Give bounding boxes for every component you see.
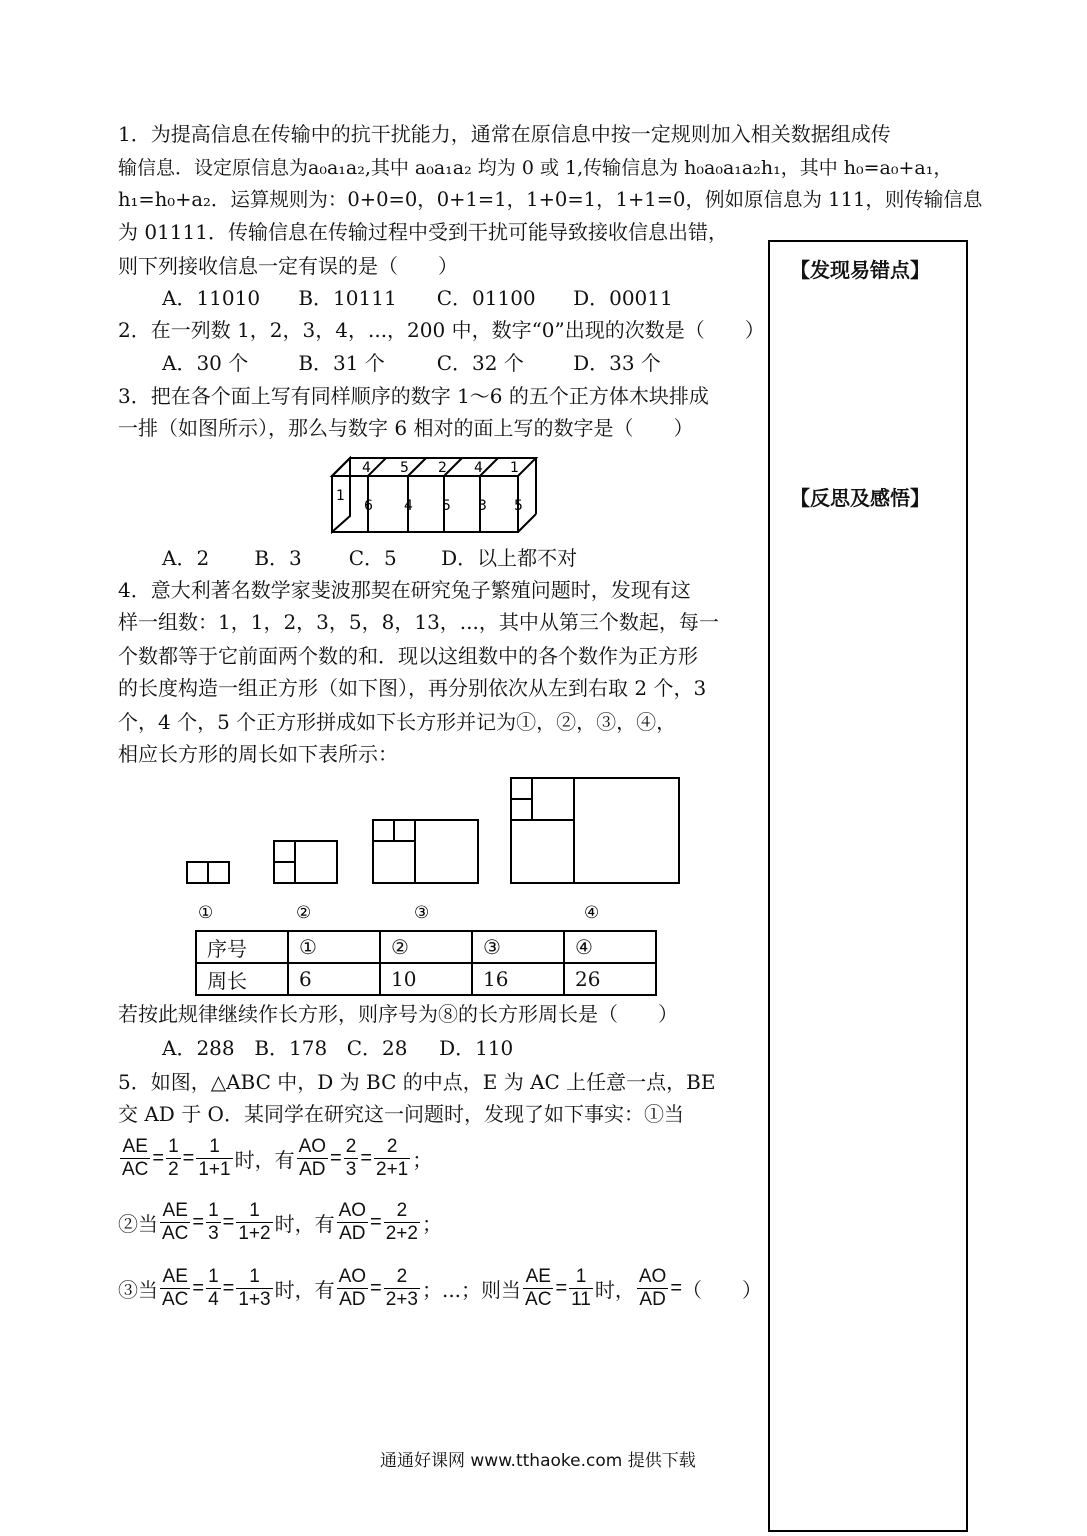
- q3-option-c[interactable]: C．5: [348, 546, 397, 570]
- cube-front-1: 6: [364, 498, 373, 514]
- table-row: [196, 963, 656, 995]
- q2-option-c[interactable]: C．32 个: [436, 351, 524, 375]
- cube-front-4: 3: [478, 498, 487, 514]
- perimeter-table: [195, 930, 657, 996]
- q5-line-1: 5．如图，△ABC 中，D 为 BC 的中点，E 为 AC 上任意一点，BE: [118, 1070, 716, 1094]
- table-cell: ①: [288, 931, 380, 963]
- cubes-figure: [328, 454, 546, 534]
- fraction: $\frac{2}{2+2}$: [385, 1200, 418, 1244]
- q5-fraction-row-3: ③当 $\frac{AE}{AC}$ = $\frac{1}{4}$ = $\frac{1}{1+3}$ 时，有 $\frac{AO}{AD}$ = $\frac{2}{2+3}$ ；...；则当 $\frac{AE}{AC}$ = $\frac{1}{11}$ 时， $\frac{AO}{AD}$ =（ ）: [118, 1266, 763, 1310]
- q4-options: [162, 1032, 513, 1064]
- cube-top-3: 2: [438, 460, 447, 476]
- fraction: $\frac{1}{11}$: [571, 1266, 591, 1310]
- fraction: $\frac{AO}{AD}$: [338, 1200, 367, 1244]
- q3-options: [162, 542, 577, 574]
- fraction: $\frac{2}{3}$: [345, 1136, 357, 1180]
- q2-option-a[interactable]: A．30 个: [162, 351, 249, 375]
- q4-line-3: 个数都等于它前面两个数的和．现以这组数中的各个数作为正方形: [118, 644, 698, 668]
- figure-label-2: ②: [296, 903, 312, 923]
- table-cell: 6: [288, 963, 380, 995]
- notes-sidebar: [768, 240, 968, 1532]
- q4-line-5: 个，4 个，5 个正方形拼成如下长方形并记为①，②，③，④，: [118, 710, 677, 734]
- q1-option-b[interactable]: B．10111: [298, 286, 397, 310]
- q1-option-a[interactable]: A．11010: [162, 286, 261, 310]
- q4-line-6: 相应长方形的周长如下表所示：: [118, 742, 398, 766]
- q1-line-5: 则下列接收信息一定有误的是（ ）: [118, 254, 458, 278]
- q1-line-3: h₁=h₀+a₂．运算规则为：0+0=0，0+1=1，1+0=1，1+1=0，例如原信息为 111，则传输信息: [118, 188, 983, 211]
- fraction: $\frac{AO}{AD}$: [298, 1136, 327, 1180]
- cube-front-2: 4: [404, 498, 413, 514]
- q2-line-1: 2．在一列数 1，2，3，4，...，200 中，数字“0”出现的次数是（ ）: [118, 318, 765, 342]
- q3-line-1: 3．把在各个面上写有同样顺序的数字 1～6 的五个正方体木块排成: [118, 384, 709, 408]
- fraction: $\frac{AE}{AC}$: [162, 1200, 189, 1244]
- q5-fraction-row-1: $\frac{AE}{AC}$ = $\frac{1}{2}$ = $\frac{1}{1+1}$ 时，有 $\frac{AO}{AD}$ = $\frac{2}{3}$ = $\frac{2}{2+1}$ ；: [122, 1136, 433, 1180]
- table-row: [196, 931, 656, 963]
- q4-option-d[interactable]: D．110: [439, 1036, 514, 1060]
- q3-line-2: 一排（如图所示），那么与数字 6 相对的面上写的数字是（ ）: [118, 416, 694, 440]
- figure-label-1: ①: [198, 903, 214, 923]
- q5-line-2: 交 AD 于 O．某同学在研究这一问题时，发现了如下事实：①当: [118, 1102, 684, 1126]
- q2-option-b[interactable]: B．31 个: [298, 351, 385, 375]
- table-cell: 16: [472, 963, 564, 995]
- cube-top-2: 5: [400, 460, 409, 476]
- cube-front-3: 5: [442, 498, 451, 514]
- q5-fraction-row-2: ②当 $\frac{AE}{AC}$ = $\frac{1}{3}$ = $\frac{1}{1+2}$ 时，有 $\frac{AO}{AD}$ = $\frac{2}{2+2}$ ；: [118, 1200, 442, 1244]
- q4-line-2: 样一组数：1，1，2，3，5，8，13，...，其中从第三个数起，每一: [118, 610, 719, 634]
- q3-option-a[interactable]: A．2: [162, 546, 210, 570]
- figure-label-4: ④: [584, 903, 600, 923]
- q2-options: [162, 347, 661, 379]
- q4-line-7: 若按此规律继续作长方形，则序号为⑧的长方形周长是（ ）: [118, 1002, 678, 1026]
- fraction: $\frac{1}{4}$: [208, 1266, 219, 1310]
- q1-options: [162, 282, 673, 314]
- q4-line-4: 的长度构造一组正方形（如下图），再分别依次从左到右取 2 个，3: [118, 676, 707, 700]
- cube-top-1: 4: [362, 460, 371, 476]
- q3-option-b[interactable]: B．3: [254, 546, 302, 570]
- q1-line-2: 输信息．设定原信息为a₀a₁a₂,其中 a₀a₁a₂ 均为 0 或 1,传输信息为 h₀a₀a₁a₂h₁，其中 h₀=a₀+a₁，: [118, 157, 953, 179]
- q4-option-a[interactable]: A．288: [162, 1036, 235, 1060]
- fraction: $\frac{1}{1+2}$: [238, 1200, 271, 1244]
- cube-front-5: 5: [514, 498, 523, 514]
- fraction: $\frac{AE}{AC}$: [525, 1266, 552, 1310]
- q3-option-d[interactable]: D．以上都不对: [441, 546, 578, 570]
- q2-option-d[interactable]: D．33 个: [573, 351, 661, 375]
- fraction: $\frac{AO}{AD}$: [638, 1266, 667, 1310]
- cube-top-4: 4: [474, 460, 483, 476]
- figure-label-3: ③: [414, 903, 430, 923]
- table-cell: 26: [564, 963, 656, 995]
- q1-line-1: 1．为提高信息在传输中的抗干扰能力，通常在原信息中按一定规则加入相关数据组成传: [118, 122, 891, 146]
- table-cell: 10: [380, 963, 472, 995]
- cube-side-1: 1: [336, 488, 345, 504]
- q1-option-c[interactable]: C．01100: [436, 286, 536, 310]
- fraction: $\frac{AO}{AD}$: [338, 1266, 367, 1310]
- fraction: $\frac{2}{2+3}$: [385, 1266, 418, 1310]
- q4-line-1: 4．意大利著名数学家斐波那契在研究兔子繁殖问题时，发现有这: [118, 578, 691, 602]
- fraction: $\frac{1}{2}$: [168, 1136, 179, 1180]
- fraction: $\frac{2}{2+1}$: [376, 1136, 409, 1180]
- table-cell: ④: [564, 931, 656, 963]
- sidebar-heading-reflection: 【反思及感悟】: [790, 486, 930, 510]
- q1-line-4: 为 01111．传输信息在传输过程中受到干扰可能导致接收信息出错，: [118, 220, 728, 244]
- page-footer: 通通好课网 www.tthaoke.com 提供下载: [380, 1451, 696, 1471]
- fraction: $\frac{1}{3}$: [208, 1200, 219, 1244]
- table-cell: ③: [472, 931, 564, 963]
- q4-option-c[interactable]: C．28: [346, 1036, 408, 1060]
- fraction: $\frac{1}{1+3}$: [238, 1266, 271, 1310]
- sidebar-heading-mistakes: 【发现易错点】: [790, 258, 930, 282]
- q4-option-b[interactable]: B．178: [254, 1036, 328, 1060]
- fraction: $\frac{1}{1+1}$: [198, 1136, 231, 1180]
- cube-top-5: 1: [510, 460, 519, 476]
- table-cell: ②: [380, 931, 472, 963]
- fraction: $\frac{AE}{AC}$: [122, 1136, 149, 1180]
- table-cell: 序号: [196, 931, 288, 963]
- fraction: $\frac{AE}{AC}$: [162, 1266, 189, 1310]
- fibonacci-rectangles-figure: [184, 776, 684, 926]
- q1-option-d[interactable]: D．00011: [573, 286, 673, 310]
- table-cell: 周长: [196, 963, 288, 995]
